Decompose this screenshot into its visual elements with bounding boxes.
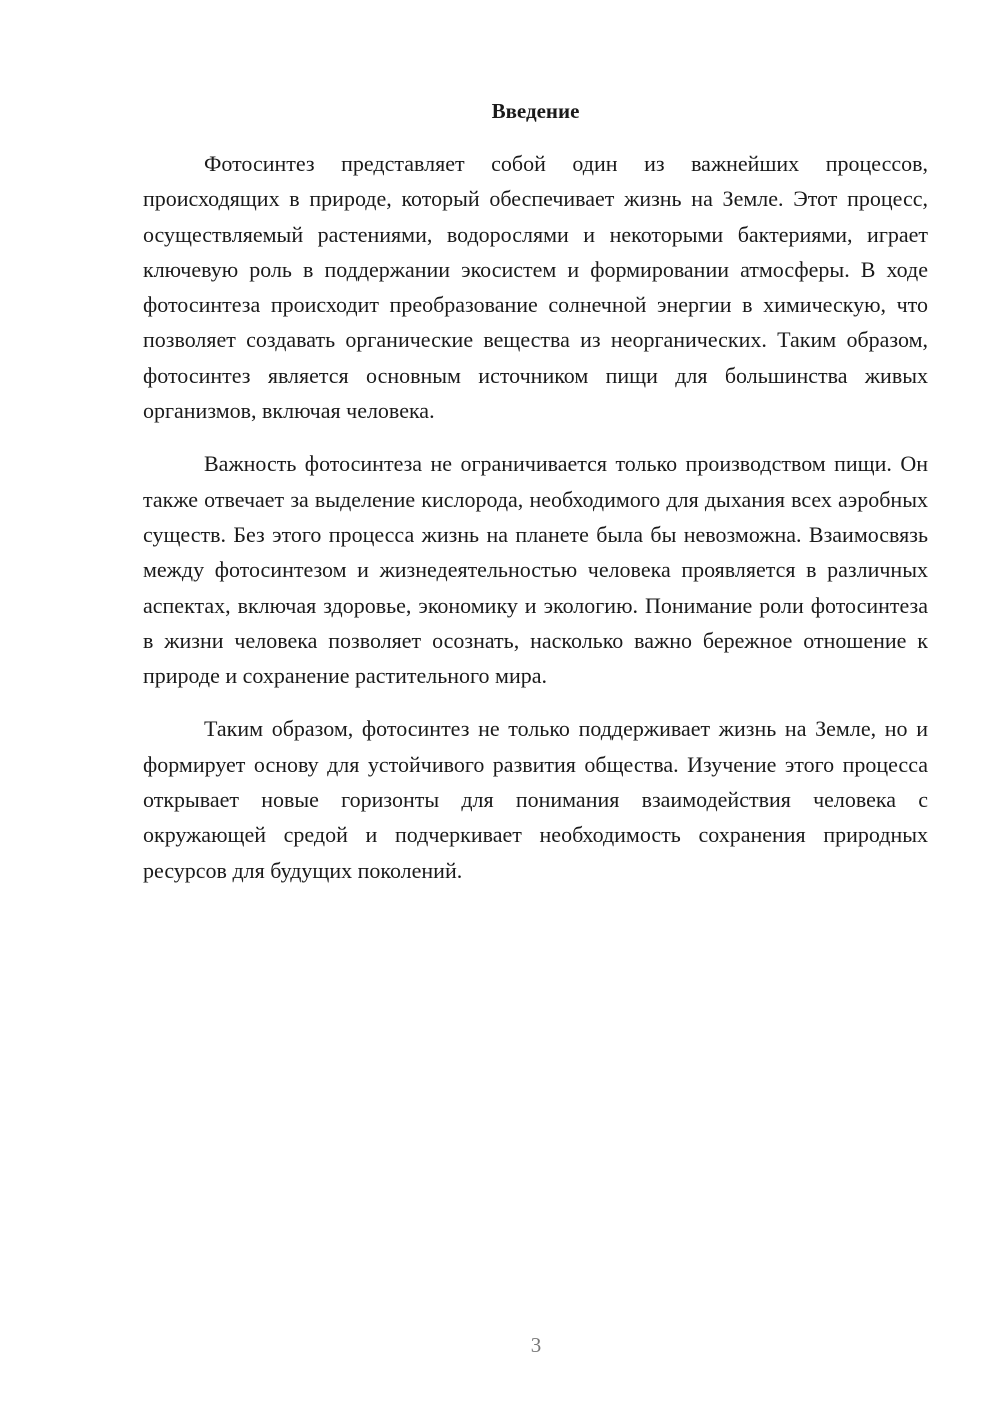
page-number: 3 — [530, 1333, 542, 1357]
paragraph-3: Таким образом, фотосинтез не только поддерживает жизнь на Земле, но и формирует основу для устойчивого развития общества. Изучение этого процесса открывает новые горизонты для понимания взаимодействия человека с окружающей средой и подчеркивает необходимость сохранения природных ресурсов для будущих поколений. — [143, 716, 928, 883]
paragraph-2: Важность фотосинтеза не ограничивается только производством пищи. Он также отвечает за выделение кислорода, необходимого для дыхания всех аэробных существ. Без этого процесса жизнь на планете была бы невозможна. Взаимосвязь между фотосинтезом и жизнедеятельностью человека проявляется в различных аспектах, включая здоровье, экономику и экологию. Понимание роли фотосинтеза в жизни человека позволяет осознать, насколько важно бережное отношение к природе и сохранение растительного мира. — [143, 451, 928, 689]
section-title: Введение — [491, 99, 580, 123]
document-body — [143, 146, 928, 906]
paragraph-1: Фотосинтез представляет собой один из важнейших процессов, происходящих в природе, который обеспечивает жизнь на Земле. Этот процесс, осуществляемый растениями, водорослями и некоторыми бактериями, играет ключевую роль в поддержании экосистем и формировании атмосферы. В ходе фотосинтеза происходит преобразование солнечной энергии в химическую, что позволяет создавать органические вещества из неорганических. Таким образом, фотосинтез является основным источником пищи для большинства живых организмов, включая человека. — [143, 151, 928, 424]
